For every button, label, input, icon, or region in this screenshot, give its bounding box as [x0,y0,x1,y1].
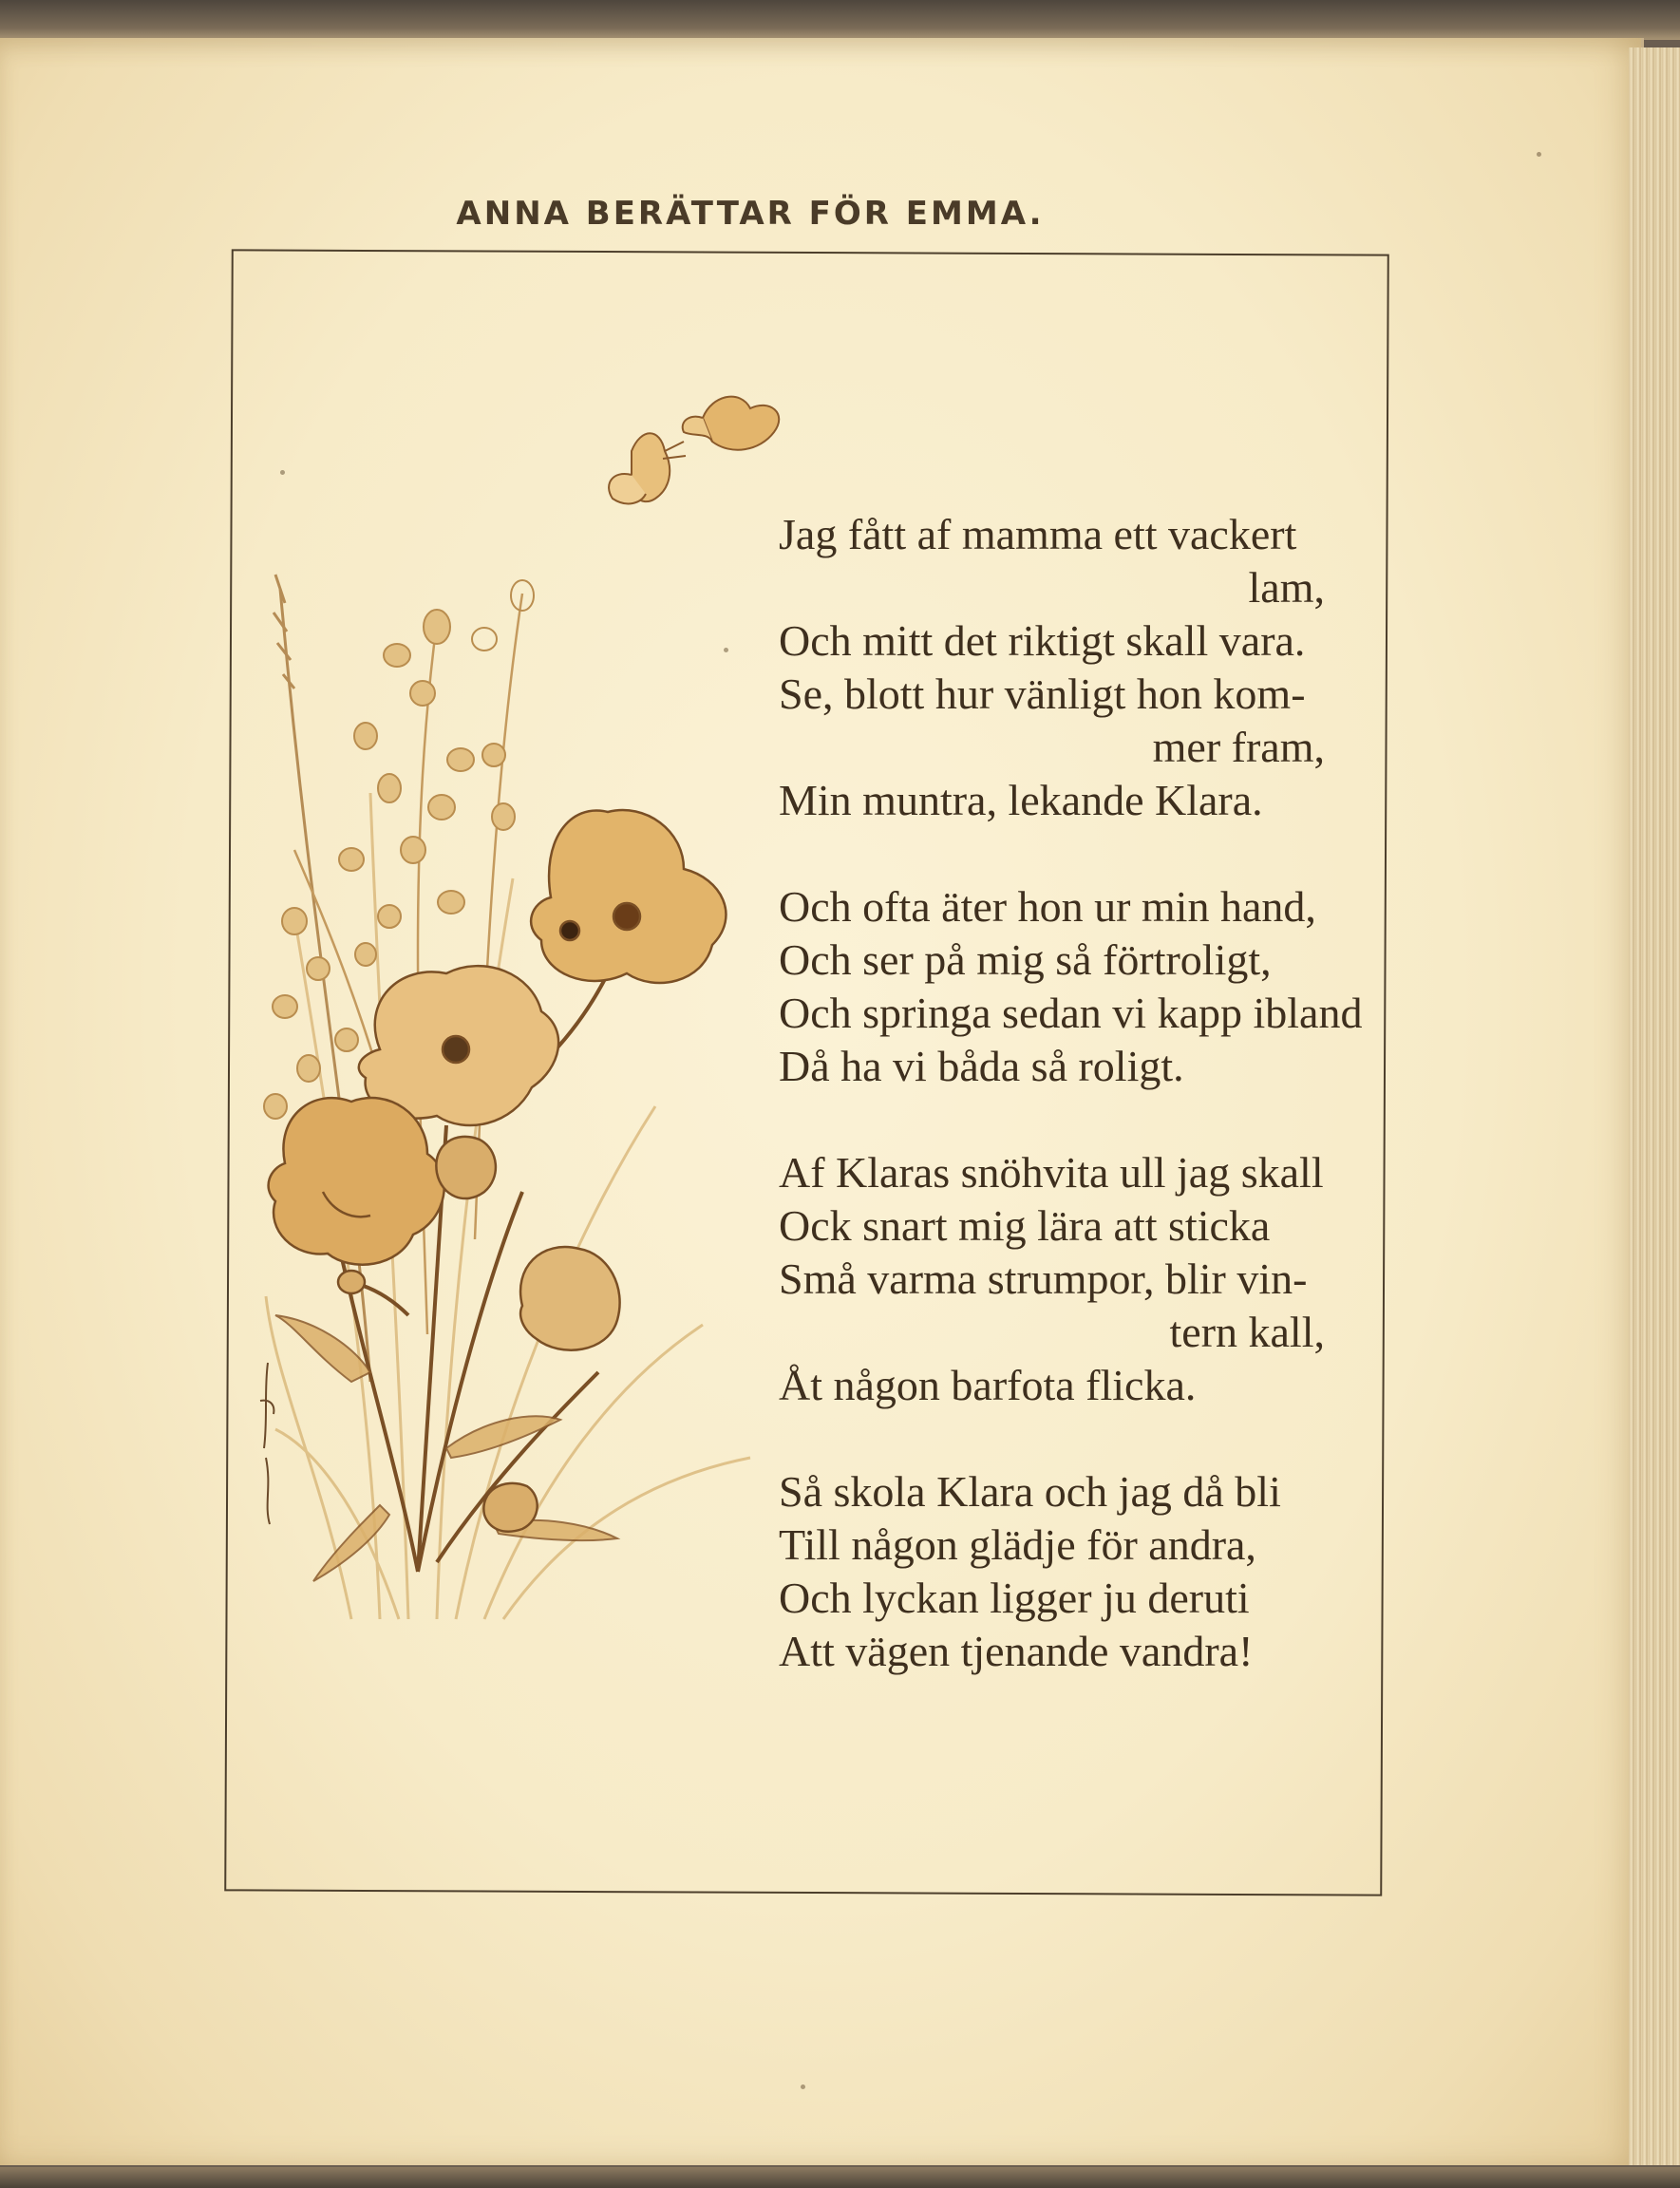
poem-line: Små varma strumpor, blir vin- [779,1254,1308,1303]
book-cover-bottom-edge [0,2167,1680,2188]
poem-line: Så skola Klara och jag då bli [779,1467,1281,1516]
poem-line: Då ha vi båda så roligt. [779,1042,1184,1090]
paper-speck [280,470,285,475]
book-cover-top-edge [0,0,1680,40]
butterfly-lower [609,433,686,503]
poem-line: Jag fått af mamma ett vackert [779,510,1297,558]
poem-line-continuation: lam, [1248,563,1325,612]
buttercup-top-right [531,810,726,983]
buttercup-bud-right [520,1247,620,1350]
artist-signature [260,1363,274,1524]
butterfly-upper [683,397,780,450]
running-head: ANNA BERÄTTAR FÖR EMMA. [456,195,1045,233]
poem-line: Och ser på mig så förtroligt, [779,935,1272,984]
poem-line: Åt någon barfota flicka. [779,1361,1197,1409]
poem [779,508,1368,1678]
flower-illustration [256,385,788,1638]
page-block-edges [1629,47,1680,2165]
poem-stanza-2 [779,880,1368,1093]
poem-line: Och lyckan ligger ju deruti [779,1574,1250,1622]
poem-line: Min muntra, lekande Klara. [779,776,1263,824]
poem-line: Att vägen tjenande vandra! [779,1627,1254,1675]
poem-line-continuation: tern kall, [1169,1308,1325,1356]
paper-speck [1537,152,1541,157]
poem-line: Och mitt det riktigt skall vara. [779,616,1306,665]
poem-line: Ock snart mig lära att sticka [779,1201,1271,1250]
poem-line: Af Klaras snöhvita ull jag skall [779,1148,1324,1197]
buttercup-left [269,1098,444,1265]
paper-speck [801,2084,805,2089]
poem-line: Se, blott hur vänligt hon kom- [779,670,1306,718]
poem-stanza-1 [779,508,1368,827]
poem-line: Och ofta äter hon ur min hand, [779,882,1316,931]
poem-stanza-4 [779,1465,1368,1678]
paper-speck [724,648,728,652]
poem-line-continuation: mer fram, [1152,723,1325,771]
poem-stanza-3 [779,1146,1368,1412]
poem-line: Till någon glädje för andra, [779,1520,1256,1569]
poem-line: Och springa sedan vi kapp ibland [779,989,1363,1037]
large-leaves [275,1315,617,1581]
